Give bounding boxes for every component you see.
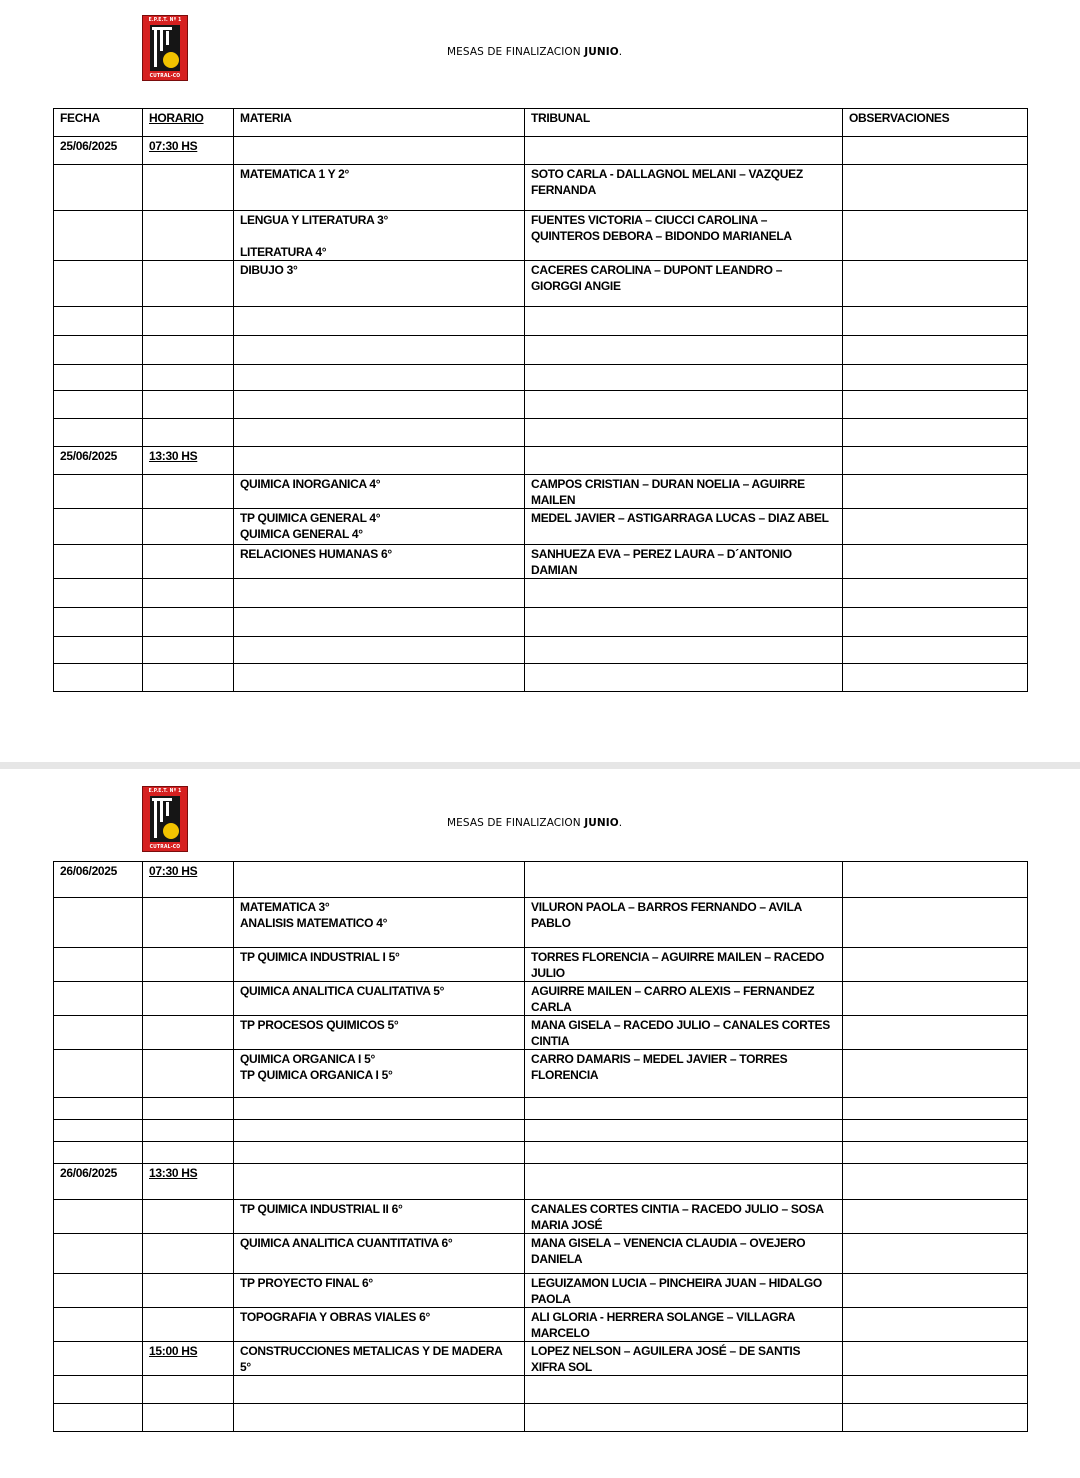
cell-fecha (54, 898, 143, 948)
cell-materia (234, 1164, 525, 1200)
column-header-horario (143, 109, 234, 137)
page-title-prefix: MESAS DE FINALIZACION (447, 817, 585, 829)
cell-materia (234, 165, 525, 211)
cell-observaciones (843, 419, 1028, 447)
cell-observaciones (843, 1120, 1028, 1142)
column-header-label: OBSERVACIONES (849, 111, 950, 125)
cell-materia (234, 608, 525, 637)
table-row (54, 475, 1028, 509)
cell-observaciones (843, 637, 1028, 664)
cell-materia (234, 1050, 525, 1098)
logo-emblem-icon (150, 25, 180, 71)
table-row (54, 447, 1028, 475)
cell-tribunal (525, 982, 843, 1016)
column-header-tribunal (525, 109, 843, 137)
cell-materia (234, 664, 525, 692)
column-header-label: HORARIO (149, 111, 204, 125)
cell-text: QUIMICA INORGANICA 4° (240, 477, 381, 491)
cell-materia (234, 982, 525, 1016)
cell-text: 26/06/2025 (60, 1166, 118, 1180)
cell-text: TOPOGRAFIA Y OBRAS VIALES 6° (240, 1310, 430, 1324)
cell-materia (234, 862, 525, 898)
cell-text: 26/06/2025 (60, 864, 118, 878)
school-logo (142, 786, 188, 852)
cell-fecha (54, 545, 143, 579)
cell-text: CARRO DAMARIS – MEDEL JAVIER – TORRES FLORENCIA (531, 1052, 788, 1082)
table-row (54, 579, 1028, 608)
cell-tribunal (525, 1164, 843, 1200)
cell-fecha (54, 862, 143, 898)
page-title (447, 46, 622, 58)
cell-observaciones (843, 1016, 1028, 1050)
cell-text: TP QUIMICA GENERAL 4° QUIMICA GENERAL 4° (240, 511, 381, 541)
cell-horario (143, 898, 234, 948)
cell-horario (143, 211, 234, 261)
cell-observaciones (843, 1164, 1028, 1200)
cell-text: MANA GISELA – RACEDO JULIO – CANALES CORTES CINTIA (531, 1018, 830, 1048)
cell-horario (143, 1308, 234, 1342)
cell-observaciones (843, 447, 1028, 475)
cell-fecha (54, 579, 143, 608)
cell-fecha (54, 1050, 143, 1098)
cell-materia (234, 579, 525, 608)
cell-tribunal (525, 545, 843, 579)
school-logo (142, 15, 188, 81)
cell-tribunal (525, 1016, 843, 1050)
cell-materia (234, 1120, 525, 1142)
cell-materia (234, 307, 525, 336)
cell-fecha (54, 307, 143, 336)
logo-bottom-text: CUTRAL-CO (149, 844, 181, 850)
table-row (54, 608, 1028, 637)
cell-tribunal (525, 898, 843, 948)
cell-text: 07:30 HS (149, 864, 198, 878)
cell-horario (143, 545, 234, 579)
cell-text: AGUIRRE MAILEN – CARRO ALEXIS – FERNANDEZ CARLA (531, 984, 815, 1014)
cell-horario (143, 475, 234, 509)
cell-text: CONSTRUCCIONES METALICAS Y DE MADERA 5° (240, 1344, 503, 1374)
cell-horario (143, 1142, 234, 1164)
cell-text: SOTO CARLA - DALLAGNOL MELANI – VAZQUEZ FERNANDA (531, 167, 803, 197)
column-header-materia (234, 109, 525, 137)
cell-tribunal (525, 419, 843, 447)
cell-text: 25/06/2025 (60, 449, 118, 463)
cell-fecha (54, 1164, 143, 1200)
cell-text: VILURON PAOLA – BARROS FERNANDO – AVILA PABLO (531, 900, 802, 930)
cell-observaciones (843, 1050, 1028, 1098)
cell-fecha (54, 447, 143, 475)
cell-fecha (54, 1016, 143, 1050)
cell-tribunal (525, 637, 843, 664)
cell-fecha (54, 1120, 143, 1142)
cell-observaciones (843, 1200, 1028, 1234)
exam-schedule-table-page1 (53, 108, 1028, 692)
table-row (54, 1050, 1028, 1098)
table-header-row (54, 109, 1028, 137)
cell-materia (234, 391, 525, 419)
cell-materia (234, 261, 525, 307)
cell-fecha (54, 336, 143, 365)
cell-text: 13:30 HS (149, 1166, 198, 1180)
cell-fecha (54, 365, 143, 391)
cell-fecha (54, 509, 143, 545)
cell-materia (234, 1308, 525, 1342)
cell-materia (234, 336, 525, 365)
table-row (54, 862, 1028, 898)
cell-observaciones (843, 1274, 1028, 1308)
cell-observaciones (843, 261, 1028, 307)
cell-observaciones (843, 211, 1028, 261)
cell-tribunal (525, 261, 843, 307)
cell-observaciones (843, 137, 1028, 165)
cell-text: CAMPOS CRISTIAN – DURAN NOELIA – AGUIRRE MAILEN (531, 477, 805, 507)
cell-text: RELACIONES HUMANAS 6° (240, 547, 392, 561)
table-row (54, 1404, 1028, 1432)
cell-tribunal (525, 211, 843, 261)
table-row (54, 1098, 1028, 1120)
cell-tribunal (525, 509, 843, 545)
cell-tribunal (525, 391, 843, 419)
cell-horario (143, 1050, 234, 1098)
cell-materia (234, 1016, 525, 1050)
cell-observaciones (843, 862, 1028, 898)
cell-observaciones (843, 1404, 1028, 1432)
cell-materia (234, 545, 525, 579)
cell-observaciones (843, 982, 1028, 1016)
cell-tribunal (525, 1308, 843, 1342)
cell-fecha (54, 419, 143, 447)
cell-materia (234, 211, 525, 261)
cell-horario (143, 365, 234, 391)
cell-fecha (54, 1376, 143, 1404)
cell-text: LOPEZ NELSON – AGUILERA JOSÉ – DE SANTIS XIFRA SOL (531, 1344, 801, 1374)
cell-horario (143, 1404, 234, 1432)
cell-fecha (54, 1200, 143, 1234)
cell-tribunal (525, 608, 843, 637)
cell-observaciones (843, 165, 1028, 211)
cell-text: 13:30 HS (149, 449, 198, 463)
cell-horario (143, 1098, 234, 1120)
table-row (54, 1120, 1028, 1142)
cell-text: TP PROYECTO FINAL 6° (240, 1276, 373, 1290)
cell-fecha (54, 982, 143, 1016)
cell-horario (143, 137, 234, 165)
table-row (54, 1200, 1028, 1234)
cell-observaciones (843, 898, 1028, 948)
cell-tribunal (525, 447, 843, 475)
cell-horario (143, 1376, 234, 1404)
cell-fecha (54, 475, 143, 509)
cell-fecha (54, 1234, 143, 1274)
cell-horario (143, 948, 234, 982)
cell-tribunal (525, 1234, 843, 1274)
cell-tribunal (525, 365, 843, 391)
table-row (54, 365, 1028, 391)
cell-materia (234, 475, 525, 509)
cell-horario (143, 419, 234, 447)
cell-text: FUENTES VICTORIA – CIUCCI CAROLINA – QUINTEROS DEBORA – BIDONDO MARIANELA (531, 213, 792, 243)
logo-emblem-icon (150, 796, 180, 842)
cell-materia (234, 1142, 525, 1164)
cell-materia (234, 948, 525, 982)
cell-horario (143, 1164, 234, 1200)
cell-observaciones (843, 365, 1028, 391)
cell-fecha (54, 1142, 143, 1164)
table-row (54, 545, 1028, 579)
cell-text: ALI GLORIA - HERRERA SOLANGE – VILLAGRA MARCELO (531, 1310, 796, 1340)
table-row (54, 898, 1028, 948)
cell-materia (234, 1404, 525, 1432)
cell-text: QUIMICA ANALITICA CUALITATIVA 5° (240, 984, 445, 998)
cell-text: TP QUIMICA INDUSTRIAL I 5° (240, 950, 400, 964)
cell-observaciones (843, 1308, 1028, 1342)
cell-observaciones (843, 1098, 1028, 1120)
cell-tribunal (525, 1274, 843, 1308)
cell-tribunal (525, 948, 843, 982)
cell-observaciones (843, 1342, 1028, 1376)
cell-text: LEGUIZAMON LUCIA – PINCHEIRA JUAN – HIDALGO PAOLA (531, 1276, 822, 1306)
page-title-month: JUNIO (584, 817, 619, 829)
cell-observaciones (843, 509, 1028, 545)
cell-horario (143, 447, 234, 475)
cell-text: CANALES CORTES CINTIA – RACEDO JULIO – SOSA MARIA JOSÉ (531, 1202, 824, 1232)
cell-fecha (54, 391, 143, 419)
cell-horario (143, 1274, 234, 1308)
table-row (54, 1164, 1028, 1200)
cell-horario (143, 1342, 234, 1376)
cell-observaciones (843, 579, 1028, 608)
cell-materia (234, 1274, 525, 1308)
cell-tribunal (525, 165, 843, 211)
cell-tribunal (525, 1342, 843, 1376)
cell-horario (143, 336, 234, 365)
cell-fecha (54, 261, 143, 307)
table-row (54, 509, 1028, 545)
cell-materia (234, 447, 525, 475)
cell-horario (143, 862, 234, 898)
cell-materia (234, 1098, 525, 1120)
cell-materia (234, 1200, 525, 1234)
logo-top-text: E.P.E.T. Nº 1 (148, 17, 182, 23)
cell-materia (234, 1376, 525, 1404)
cell-text: 07:30 HS (149, 139, 198, 153)
cell-text: MEDEL JAVIER – ASTIGARRAGA LUCAS – DIAZ ABEL (531, 511, 829, 525)
table-row (54, 1142, 1028, 1164)
cell-text: LENGUA Y LITERATURA 3° LITERATURA 4° (240, 213, 388, 259)
table-row (54, 1234, 1028, 1274)
cell-text: QUIMICA ANALITICA CUANTITATIVA 6° (240, 1236, 453, 1250)
logo-top-text: E.P.E.T. Nº 1 (148, 788, 182, 794)
table-row (54, 664, 1028, 692)
cell-tribunal (525, 307, 843, 336)
cell-materia (234, 898, 525, 948)
cell-observaciones (843, 1234, 1028, 1274)
cell-tribunal (525, 1376, 843, 1404)
cell-horario (143, 165, 234, 211)
cell-horario (143, 1234, 234, 1274)
table-row (54, 982, 1028, 1016)
cell-fecha (54, 1404, 143, 1432)
cell-materia (234, 637, 525, 664)
cell-fecha (54, 1098, 143, 1120)
cell-fecha (54, 165, 143, 211)
cell-observaciones (843, 1142, 1028, 1164)
cell-horario (143, 1120, 234, 1142)
table-row (54, 391, 1028, 419)
cell-horario (143, 261, 234, 307)
cell-text: DIBUJO 3° (240, 263, 298, 277)
cell-fecha (54, 608, 143, 637)
column-header-fecha (54, 109, 143, 137)
cell-materia (234, 1342, 525, 1376)
cell-fecha (54, 664, 143, 692)
table-row (54, 261, 1028, 307)
cell-fecha (54, 1274, 143, 1308)
cell-tribunal (525, 1120, 843, 1142)
page-title-month: JUNIO (584, 46, 619, 58)
cell-observaciones (843, 1376, 1028, 1404)
cell-tribunal (525, 579, 843, 608)
cell-fecha (54, 637, 143, 664)
page-separator (0, 762, 1080, 769)
column-header-label: TRIBUNAL (531, 111, 590, 125)
table-row (54, 211, 1028, 261)
column-header-observaciones (843, 109, 1028, 137)
cell-observaciones (843, 545, 1028, 579)
cell-text: 25/06/2025 (60, 139, 118, 153)
table-row (54, 637, 1028, 664)
cell-materia (234, 509, 525, 545)
cell-text: 15:00 HS (149, 1344, 198, 1358)
cell-tribunal (525, 862, 843, 898)
cell-tribunal (525, 336, 843, 365)
cell-tribunal (525, 664, 843, 692)
cell-materia (234, 1234, 525, 1274)
column-header-label: MATERIA (240, 111, 292, 125)
cell-text: MATEMATICA 3° ANALISIS MATEMATICO 4° (240, 900, 388, 930)
cell-text: MATEMATICA 1 Y 2° (240, 167, 350, 181)
cell-tribunal (525, 1200, 843, 1234)
cell-materia (234, 365, 525, 391)
cell-observaciones (843, 475, 1028, 509)
cell-horario (143, 579, 234, 608)
cell-tribunal (525, 137, 843, 165)
table-row (54, 1342, 1028, 1376)
table-row (54, 307, 1028, 336)
column-header-label: FECHA (60, 111, 100, 125)
cell-observaciones (843, 608, 1028, 637)
cell-text: MANA GISELA – VENENCIA CLAUDIA – OVEJERO DANIELA (531, 1236, 806, 1266)
cell-tribunal (525, 1142, 843, 1164)
cell-horario (143, 664, 234, 692)
logo-bottom-text: CUTRAL-CO (149, 73, 181, 79)
cell-fecha (54, 137, 143, 165)
cell-fecha (54, 1308, 143, 1342)
cell-text: TP QUIMICA INDUSTRIAL II 6° (240, 1202, 403, 1216)
cell-tribunal (525, 1404, 843, 1432)
cell-observaciones (843, 336, 1028, 365)
page-title-prefix: MESAS DE FINALIZACION (447, 46, 585, 58)
cell-horario (143, 608, 234, 637)
cell-observaciones (843, 664, 1028, 692)
table-row (54, 1274, 1028, 1308)
cell-observaciones (843, 948, 1028, 982)
cell-fecha (54, 948, 143, 982)
cell-text: CACERES CAROLINA – DUPONT LEANDRO – GIORGGI ANGIE (531, 263, 783, 293)
cell-fecha (54, 1342, 143, 1376)
cell-materia (234, 137, 525, 165)
cell-horario (143, 637, 234, 664)
cell-observaciones (843, 307, 1028, 336)
cell-horario (143, 509, 234, 545)
cell-text: TP PROCESOS QUIMICOS 5° (240, 1018, 399, 1032)
table-row (54, 1308, 1028, 1342)
cell-horario (143, 1200, 234, 1234)
table-row (54, 419, 1028, 447)
table-row (54, 1016, 1028, 1050)
table-row (54, 165, 1028, 211)
page-title-suffix: . (618, 817, 623, 829)
cell-text: SANHUEZA EVA – PEREZ LAURA – D´ANTONIO DAMIAN (531, 547, 792, 577)
cell-horario (143, 982, 234, 1016)
cell-tribunal (525, 1050, 843, 1098)
cell-tribunal (525, 475, 843, 509)
exam-schedule-table-page2 (53, 861, 1028, 1432)
cell-horario (143, 391, 234, 419)
cell-horario (143, 1016, 234, 1050)
table-row (54, 1376, 1028, 1404)
page-title-suffix: . (618, 46, 623, 58)
cell-text: QUIMICA ORGANICA I 5° TP QUIMICA ORGANICA I 5° (240, 1052, 393, 1082)
table-row (54, 948, 1028, 982)
cell-tribunal (525, 1098, 843, 1120)
cell-text: TORRES FLORENCIA – AGUIRRE MAILEN – RACEDO JULIO (531, 950, 824, 980)
cell-observaciones (843, 391, 1028, 419)
table-row (54, 336, 1028, 365)
cell-fecha (54, 211, 143, 261)
page-title (447, 817, 622, 829)
table-row (54, 137, 1028, 165)
cell-horario (143, 307, 234, 336)
cell-materia (234, 419, 525, 447)
